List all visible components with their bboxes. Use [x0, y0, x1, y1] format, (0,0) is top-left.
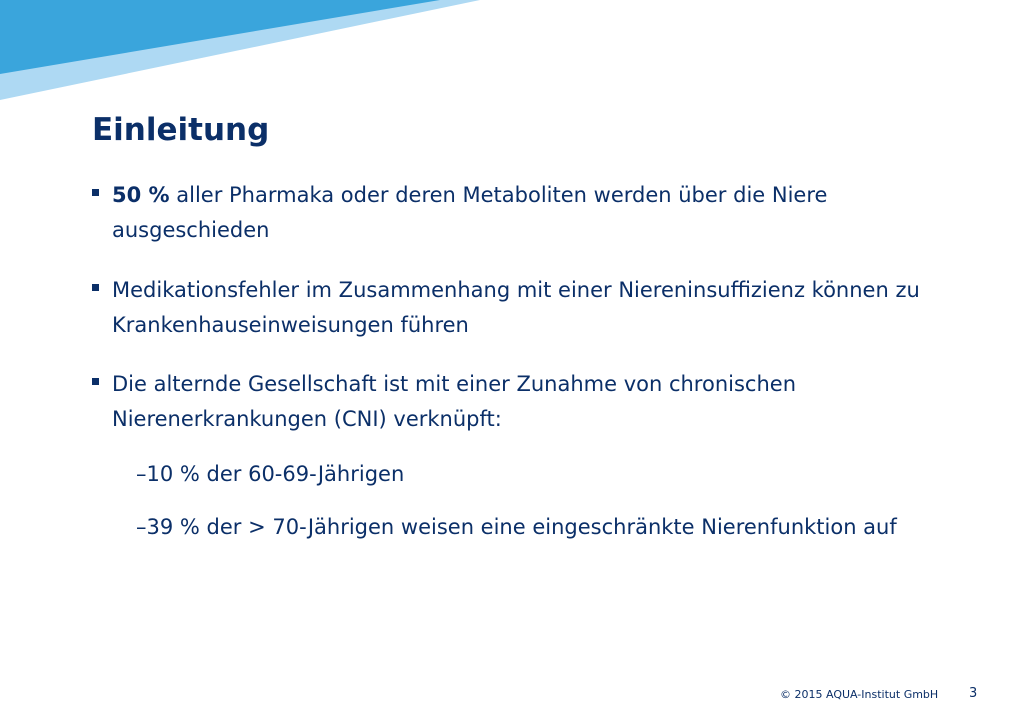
sub-bullet-item: –10 % der 60-69-Jährigen [136, 462, 405, 486]
bullet-item [90, 367, 980, 437]
sub-bullet-item: –39 % der > 70-Jährigen weisen eine eingeschränkte Nierenfunktion auf [136, 515, 897, 539]
banner-dark-stripe [0, 0, 440, 74]
bullet-item [90, 178, 980, 248]
bullet-marker [92, 378, 99, 385]
bullet-emphasis: 50 % [112, 183, 170, 207]
page-number: 3 [969, 686, 978, 701]
bullet-text [112, 178, 980, 248]
bullet-text: Medikationsfehler im Zusammenhang mit einer Niereninsuffizienz können zu Krankenhauseinweisungen führen [112, 278, 920, 337]
bullet-item [90, 273, 980, 343]
bullet-marker [92, 284, 99, 291]
bullet-marker [92, 189, 99, 196]
slide-title: Einleitung [92, 112, 270, 148]
header-banner [0, 0, 480, 100]
bullet-text: Die alternde Gesellschaft ist mit einer Zunahme von chronischen Nierenerkrankungen (CNI) verknüpft: [112, 372, 796, 431]
copyright-footer: © 2015 AQUA-Institut GmbH [780, 688, 939, 701]
bullet-body: aller Pharmaka oder deren Metaboliten werden über die Niere ausgeschieden [112, 183, 828, 242]
